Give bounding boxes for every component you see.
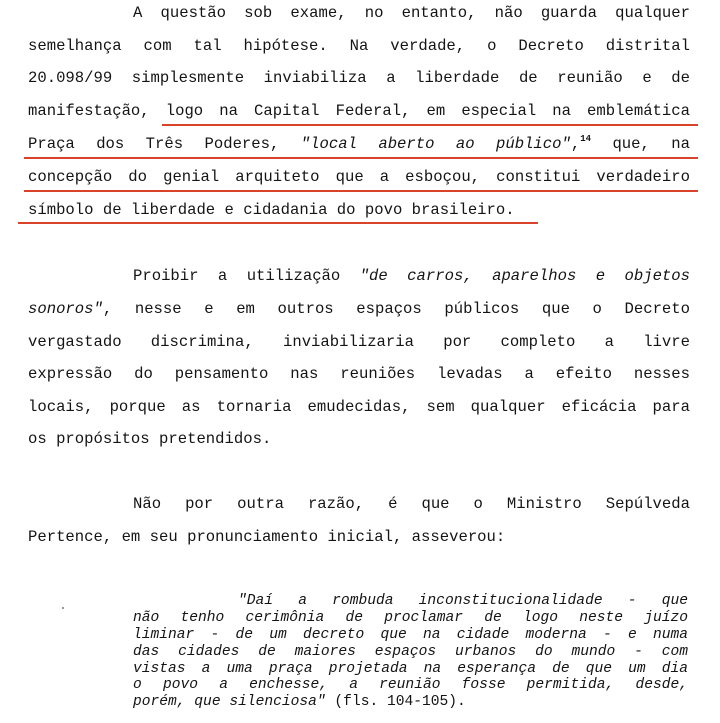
quote-text: vistas a uma praça projetada na esperança de que um dia — [133, 661, 688, 677]
line-5-tail: que, na — [591, 135, 690, 153]
paragraph-2-line-5: locais, porque as tornaria emudecidas, sem qualquer eficácia para — [28, 398, 690, 416]
quoted-phrase: "local aberto ao público" — [300, 135, 571, 153]
quoted-phrase-end: sonoros" — [28, 300, 103, 318]
quote-line-6 — [133, 677, 688, 693]
footnote-marker[interactable]: 14 — [580, 134, 592, 144]
paragraph-3-line-2: Pertence, em seu pronunciamento inicial, asseverou: — [28, 528, 506, 546]
paragraph-1-line-2: semelhança com tal hipótese. Na verdade, o Decreto distrital — [28, 37, 690, 55]
quote-text: "Daí a rombuda inconstitucionalidade - que — [238, 593, 688, 609]
paragraph-1-line-6: concepção do genial arquiteto que a esboçou, constitui verdadeiro — [28, 168, 690, 186]
highlight-underline-3 — [24, 190, 698, 192]
paragraph-1-line-3: 20.098/99 simplesmente inviabiliza a liberdade de reunião e de — [28, 69, 690, 87]
quote-line-4 — [133, 644, 688, 660]
quote-line-2 — [133, 610, 688, 626]
quote-line-7 — [133, 694, 688, 710]
highlight-underline-2 — [24, 157, 698, 159]
quote-citation: (fls. 104-105). — [325, 694, 466, 710]
highlight-underline-4 — [18, 222, 538, 224]
quote-text: não tenho cerimônia de proclamar de logo neste juízo — [133, 610, 688, 626]
paragraph-3-line-1: Não por outra razão, é que o Ministro Sepúlveda — [133, 495, 690, 513]
line-5-text: Praça dos Três Poderes, — [28, 135, 301, 153]
line-5-comma: , — [570, 135, 581, 153]
line-text: Proibir a utilização — [133, 267, 360, 285]
paragraph-2-line-4: expressão do pensamento nas reuniões levadas a efeito nesses — [28, 365, 690, 383]
highlight-underline-1 — [162, 124, 698, 126]
paragraph-2-line-2 — [28, 299, 690, 319]
paragraph-2-line-1 — [133, 266, 690, 286]
quote-line-3 — [133, 627, 688, 643]
quote-text: liminar - de um decreto que na cidade moderna - e numa — [133, 627, 688, 643]
scan-speck — [62, 607, 64, 609]
paragraph-1-line-7: símbolo de liberdade e cidadania do povo brasileiro. — [28, 201, 515, 219]
quote-text: porém, que silenciosa" — [133, 694, 326, 710]
quoted-phrase: "de carros, aparelhos e objetos — [359, 267, 691, 285]
quote-text: das cidades de maiores espaços urbanos do mundo - com — [133, 644, 688, 660]
quote-text: o povo a enchesse, a reunião fosse permitida, desde, — [133, 677, 688, 693]
paragraph-1-line-1: A questão sob exame, no entanto, não guarda qualquer — [133, 4, 690, 22]
paragraph-1-line-5 — [28, 134, 690, 154]
paragraph-2-line-3: vergastado discrimina, inviabilizaria por completo a livre — [28, 333, 690, 351]
line-text: , nesse e em outros espaços públicos que o Decreto — [102, 300, 690, 318]
quote-line-1 — [238, 593, 688, 609]
paragraph-1-line-4: manifestação, logo na Capital Federal, em especial na emblemática — [28, 102, 690, 120]
paragraph-2-line-6: os propósitos pretendidos. — [28, 430, 272, 448]
quote-line-5 — [133, 661, 688, 677]
